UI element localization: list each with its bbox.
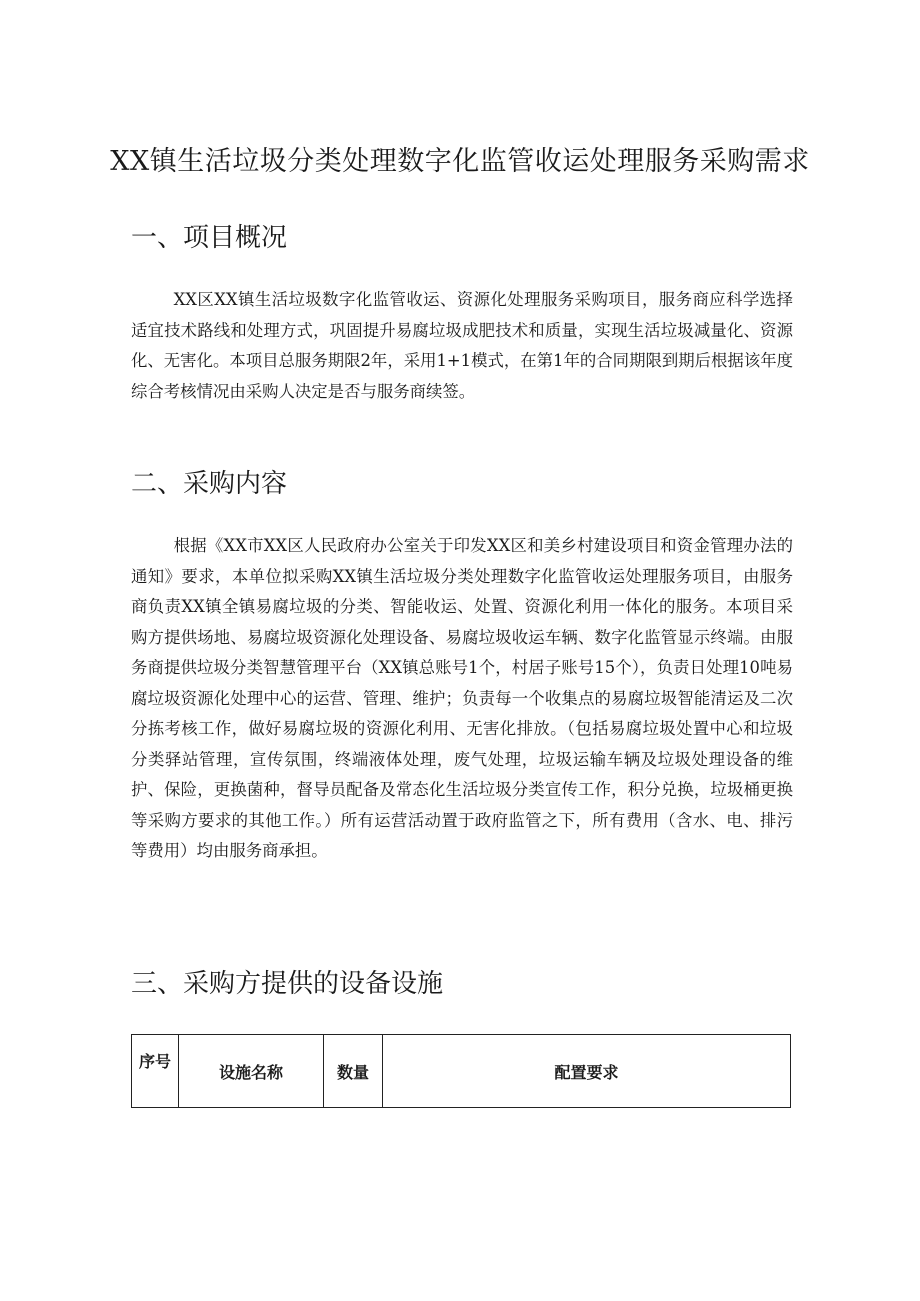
section-heading-facilities: 三、采购方提供的设备设施 <box>131 969 444 999</box>
section-heading-overview: 一、项目概况 <box>131 223 288 253</box>
header-quantity: 数量 <box>324 1035 383 1108</box>
header-configuration-requirement: 配置要求 <box>383 1035 791 1108</box>
header-index: 序号 <box>132 1035 179 1108</box>
paragraph-procurement-content: 根据《XX市XX区人民政府办公室关于印发XX区和美乡村建设项目和资金管理办法的通知》要求，本单位拟采购XX镇生活垃圾分类处理数字化监管收运处理服务项目，由服务商负责XX镇全镇易腐垃圾的分类、智能收运、处置、资源化利用一体化的服务。本项目采购方提供场地、易腐垃圾资源化处理设备、易腐垃圾收运车辆、数字化监管显示终端。由服务商提供垃圾分类智慧管理平台（XX镇总账号1个，村居子账号15个），负责日处理10吨易腐垃圾资源化处理中心的运营、管理、维护；负责每一个收集点的易腐垃圾智能清运及二次分拣考核工作，做好易腐垃圾的资源化利用、无害化排放。（包括易腐垃圾处置中心和垃圾分类驿站管理，宣传氛围，终端液体处理，废气处理，垃圾运输车辆及垃圾处理设备的维护、保险，更换菌种，督导员配备及常态化生活垃圾分类宣传工作，积分兑换，垃圾桶更换等采购方要求的其他工作。）所有运营活动置于政府监管之下，所有费用（含水、电、排污等费用）均由服务商承担。 <box>131 536 793 860</box>
facilities-table <box>131 1034 791 1108</box>
table-header-row <box>132 1035 791 1108</box>
document-title: XX镇生活垃圾分类处理数字化监管收运处理服务采购需求 <box>110 146 810 177</box>
paragraph-overview: XX区XX镇生活垃圾数字化监管收运、资源化处理服务采购项目，服务商应科学选择适宜技术路线和处理方式，巩固提升易腐垃圾成肥技术和质量，实现生活垃圾减量化、资源化、无害化。本项目总服务期限2年，采用1+1模式，在第1年的合同期限到期后根据该年度综合考核情况由采购人决定是否与服务商续签。 <box>131 290 793 401</box>
header-facility-name: 设施名称 <box>179 1035 324 1108</box>
section-heading-procurement-content: 二、采购内容 <box>131 469 288 499</box>
